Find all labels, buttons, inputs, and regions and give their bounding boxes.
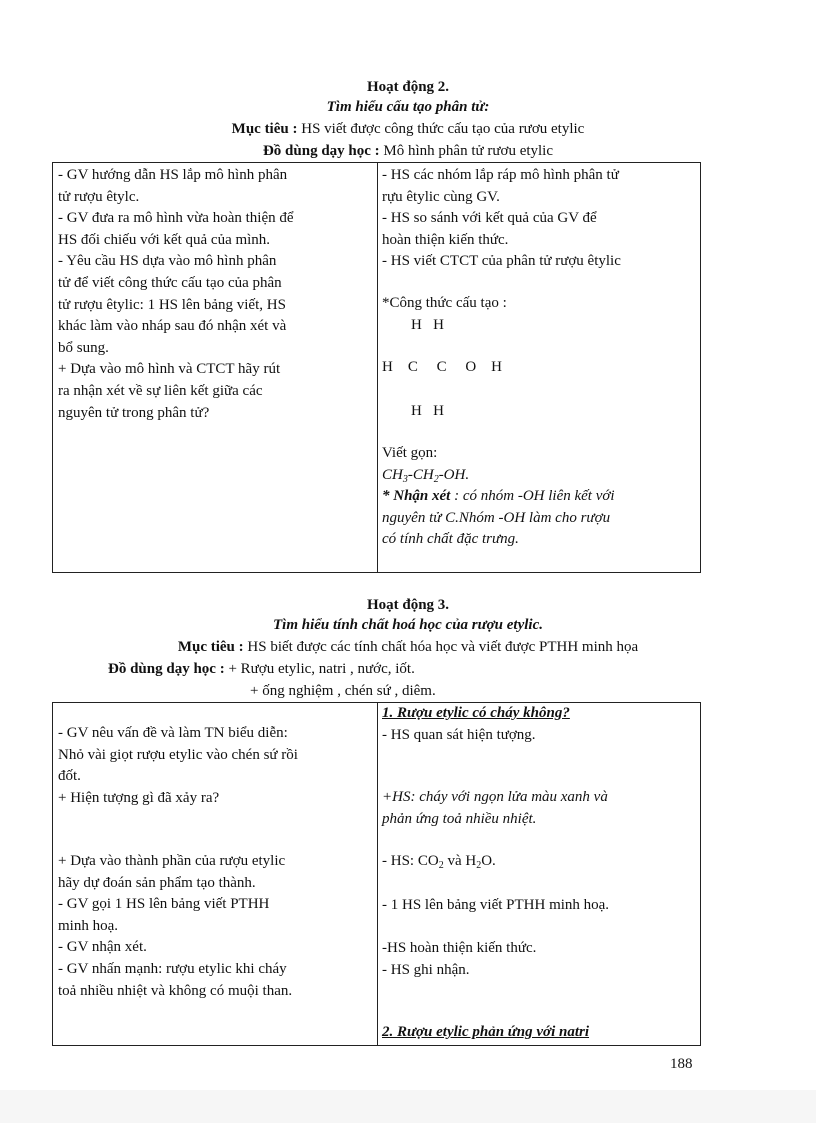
teacher-line: - GV gọi 1 HS lên bảng viết PTHH [58,896,270,913]
activity2-objective [0,120,816,139]
activity3-materials [108,660,415,679]
teacher-line: + Dựa vào thành phần của rượu etylic [58,853,286,869]
objective-label: Mục tiêu : [177,639,244,655]
remark-line: nguyên tử C.Nhóm -OH làm cho rượu [382,509,611,526]
student-line: hoàn thiện kiến thức. [382,231,509,248]
student-line: - HS so sánh với kết quả của GV để [382,210,597,227]
activity3-materials-line2: + ống nghiệm , chén sứ , diêm. [250,683,436,699]
student-line: - HS các nhóm lắp ráp mô hình phân tử [382,167,619,183]
student-line: rựu êtylic cùng GV. [382,188,500,205]
objective-text: HS biết được các tính chất hóa học và viết được PTHH minh họa [243,639,639,655]
teacher-line: Nhỏ vài giọt rượu etylic vào chén sứ rồi [58,746,298,763]
section1-title: 1. Rượu etylic có cháy không? [382,705,570,721]
activity2-student-column [382,165,621,273]
student-line: phản ứng toả nhiều nhiệt. [382,810,537,827]
student-line: - HS ghi nhận. [382,961,470,978]
teacher-line: tử rượu êtylc. [58,188,140,205]
teacher-line: tử để viết công thức cấu tạo của phân [58,274,282,291]
page-number: 188 [670,1056,693,1072]
structure-top-row: H H [411,317,444,333]
teacher-line: ra nhận xét về sự liên kết giữa các [58,382,263,399]
activity3-student-answer [382,787,608,830]
section2-title: 2. Rượu etylic phản ứng với natri [382,1024,590,1040]
materials-label: Đồ dùng dạy học : [262,143,380,159]
student-line: - HS viết CTCT của phân tử rượu êtylic [382,253,621,270]
short-label: Viết gọn: [382,445,438,461]
activity3-student-products [382,851,496,873]
activity3-student-complete [382,938,536,981]
teacher-line: - GV đưa ra mô hình vừa hoàn thiện để [58,210,294,227]
activity3-table [52,702,701,1046]
objective-label: Mục tiêu : [231,121,298,137]
short-formula: $CH_3-CH_2-OH$. [382,466,470,485]
teacher-line: toả nhiều nhiệt và không có muội than. [58,982,293,999]
teacher-line: - GV nhận xét. [58,939,147,956]
remark-line: có tính chất đặc trưng. [382,531,519,548]
teacher-line: đốt. [58,768,81,785]
activity2-table [52,162,701,573]
objective-text: HS viết được công thức cấu tạo của rươu etylic [297,121,585,137]
teacher-line: nguyên tử trong phân tử? [58,404,210,421]
activity2-subtitle: Tìm hiểu cấu tạo phân tử: [326,99,490,115]
materials-label: Đồ dùng dạy học : [108,661,225,677]
activity3-student-write: - 1 HS lên bảng viết PTHH minh hoạ. [382,897,610,913]
column-divider [377,163,378,572]
activity2-teacher-column [58,165,294,424]
activity3-teacher-block1 [58,723,298,809]
teacher-line: minh hoạ. [58,917,118,934]
short-formula-block [382,443,615,551]
activity3-student-top [382,703,570,746]
structure-middle-row: H C C O H [382,359,503,375]
activity3-heading: Hoạt động 3. [366,597,450,613]
materials-text: Mô hình phân tử rươu etylic [379,143,554,159]
products-line: - HS: $CO_2$ và $H_2O$. [382,853,496,871]
teacher-line: hãy dự đoán sản phẩm tạo thành. [58,874,256,891]
student-line: +HS: cháy với ngọn lửa màu xanh và [382,789,608,805]
activity2-materials [0,142,816,161]
column-divider [377,703,378,1045]
activity3-teacher-block2 [58,851,292,1002]
teacher-line: HS đối chiếu với kết quả của mình. [58,231,271,248]
structure-bottom-row: H H [411,403,444,419]
teacher-line: - GV hướng dẫn HS lắp mô hình phân [58,167,288,183]
teacher-question: + Hiện tượng gì đã xảy ra? [58,789,220,806]
remark-label: * Nhận xét [382,488,451,505]
student-line: - HS quan sát hiện tượng. [382,726,536,743]
teacher-line: - GV nhấn mạnh: rượu etylic khi cháy [58,960,287,977]
activity2-heading: Hoạt động 2. [366,79,450,95]
teacher-line: - GV nêu vấn đề và làm TN biểu diễn: [58,725,288,741]
activity3-objective [0,638,816,657]
teacher-line: bổ sung. [58,339,109,356]
teacher-line: - Yêu cầu HS dựa vào mô hình phân [58,253,277,270]
page-bottom-band [0,1090,816,1123]
activity3-subtitle: Tìm hiểu tính chất hoá học của rượu etylic. [273,617,543,633]
materials-text: + Rượu etylic, natri , nước, iốt. [224,661,415,677]
teacher-line: khác làm vào nháp sau đó nhận xét và [58,318,287,335]
formula-label: *Công thức cấu tạo : [382,295,507,311]
student-line: -HS hoàn thiện kiến thức. [382,940,537,956]
remark-line: * Nhận xét : có nhóm -OH liên kết với [382,488,615,505]
teacher-line: + Dựa vào mô hình và CTCT hãy rút [58,361,281,378]
teacher-line: tử rượu êtylic: 1 HS lên bảng viết, HS [58,296,286,313]
